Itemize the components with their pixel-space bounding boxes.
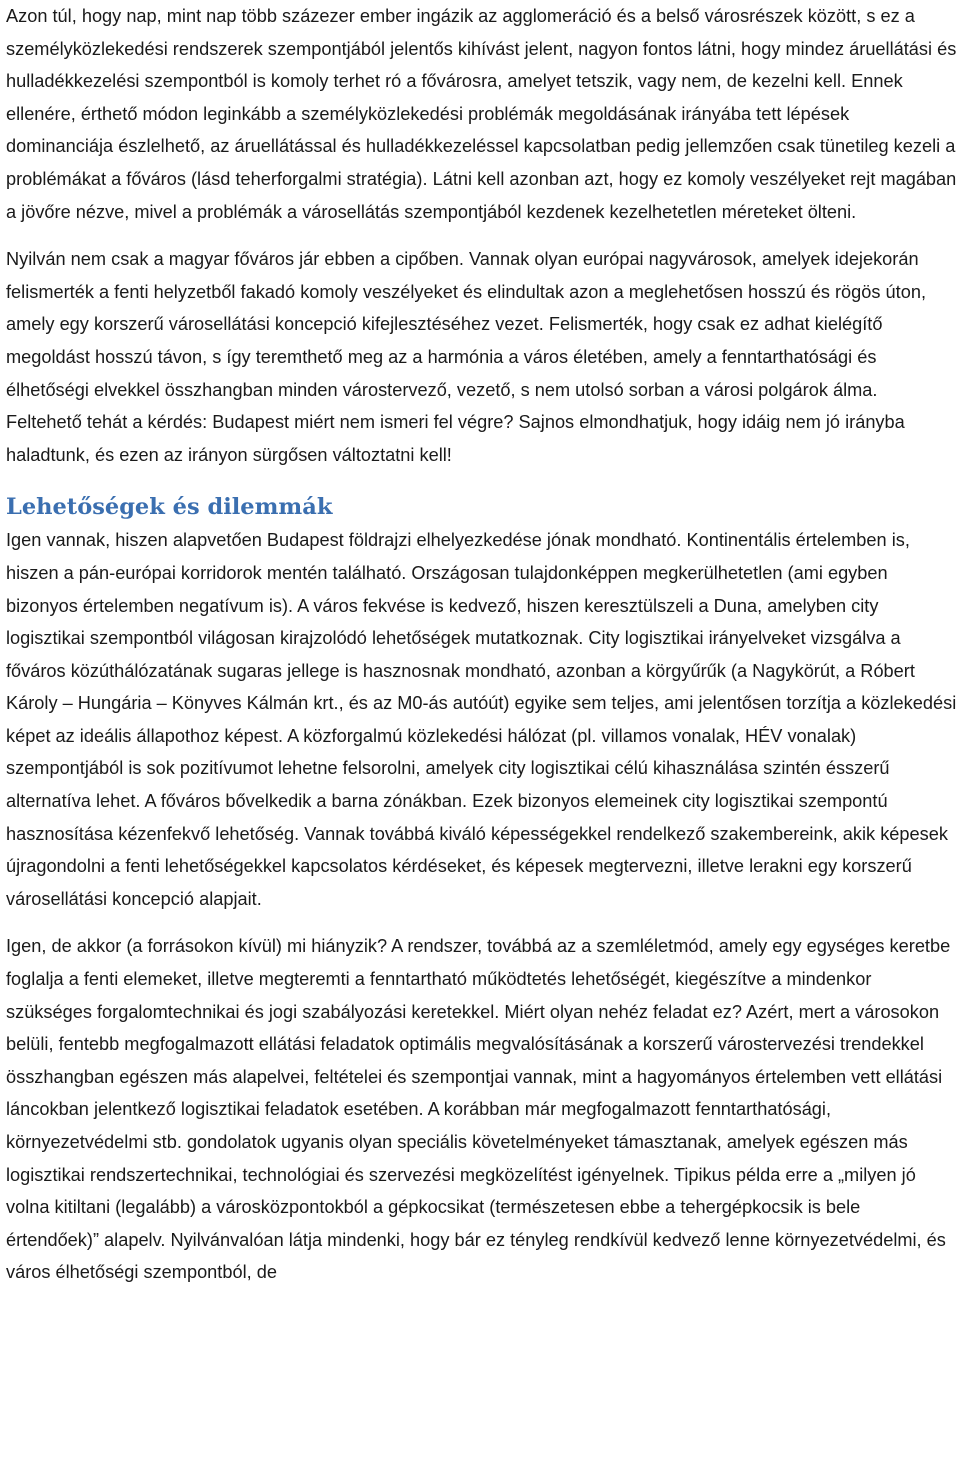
body-paragraph-1: Azon túl, hogy nap, mint nap több százezer ember ingázik az agglomeráció és a belső városrészek között, s ez a személyközlekedési rendszerek szempontjából jelentős kihívást jelent, nagyon fontos látni, hogy mindez áruellátási és hulladékkezelési szempontból is komoly terhet ró a fővárosra, amelyet tetszik, vagy nem, de kezelni kell. Ennek ellenére, érthető módon leginkább a személyközlekedési problémák megoldásának irányába tett lépések dominanciája észlelhető, az áruellátással és hulladékkezeléssel kapcsolatban pedig jellemzően csak tünetileg kezeli a problémákat a főváros (lásd teherforgalmi stratégia). Látni kell azonban azt, hogy ez komoly veszélyeket rejt magában a jövőre nézve, mivel a problémák a városellátás szempontjából kezdenek kezelhetetlen méreteket ölteni. <box>6 6 957 222</box>
body-paragraph-4: Igen, de akkor (a forrásokon kívül) mi hiányzik? A rendszer, továbbá az a szemléletmód, amely egy egységes keretbe foglalja a fenti elemeket, illetve megteremti a fenntartható működtetés lehetőségét, kiegészítve a mindenkor szükséges forgalomtechnikai és jogi szabályozási keretekkel. Miért olyan nehéz feladat ez? Azért, mert a városokon belüli, fentebb megfogalmazott ellátási feladatok optimális megvalósításának a korszerű várostervezési trendekkel összhangban egészen más alapelvei, feltételei és szempontjai vannak, mint a hagyományos értelemben vett ellátási láncokban jelentkező logisztikai feladatok esetében. A korábban már megfogalmazott fenntarthatósági, környezetvédelmi stb. gondolatok ugyanis olyan speciális követelményeket támasztanak, amelyek egészen más logisztikai rendszertechnikai, technológiai és szervezési megközelítést igényelnek. Tipikus példa erre a „milyen jó volna kitiltani (legalább) a városközpontokból a gépkocsikat (természetesen ebbe a tehergépkocsik is bele értendőek)” alapelv. Nyilvánvalóan látja mindenki, hogy bár ez tényleg rendkívül kedvező lenne környezetvédelmi, és város élhetőségi szempontból, de <box>6 936 951 1283</box>
body-paragraph-2: Nyilván nem csak a magyar főváros jár ebben a cipőben. Vannak olyan európai nagyvárosok, amelyek idejekorán felismerték a fenti helyzetből fakadó komoly veszélyeket és elindultak azon a meglehetősen hosszú és rögös úton, amely egy korszerű városellátási koncepció kifejlesztéséhez vezet. Felismerték, hogy csak ez adhat kielégítő megoldást hosszú távon, s így teremthető meg az a harmónia a város életében, amely a fenntarthatósági és élhetőségi elvekkel összhangban minden várostervező, vezető, s nem utolsó sorban a városi polgárok álma. Feltehető tehát a kérdés: Budapest miért nem ismeri fel végre? Sajnos elmondhatjuk, hogy idáig nem jó irányba haladtunk, és ezen az irányon sürgősen változtatni kell! <box>6 249 926 465</box>
body-paragraph-3: Igen vannak, hiszen alapvetően Budapest földrajzi elhelyezkedése jónak mondható. Kontinentális értelemben is, hiszen a pán-európai korridorok mentén található. Országosan tulajdonképpen megkerülhetetlen (ami egyben bizonyos értelemben negatívum is). A város fekvése is kedvező, hiszen keresztülszeli a Duna, amelyben city logisztikai szempontból világosan kirajzolódó lehetőségek mutatkoznak. City logisztikai irányelveket vizsgálva a főváros közúthálózatának sugaras jellege is hasznosnak mondható, azonban a körgyűrűk (a Nagykörút, a Róbert Károly – Hungária – Könyves Kálmán krt., és az M0-ás autóút) egyike sem teljes, ami jelentősen torzítja a közlekedési képet az ideális állapothoz képest. A közforgalmú közlekedési hálózat (pl. villamos vonalak, HÉV vonalak) szempontjából is sok pozitívumot lehetne felsorolni, amelyek city logisztikai célú kihasználása szintén ésszerű alternatíva lehet. A főváros bővelkedik a barna zónákban. Ezek bizonyos elemeinek city logisztikai szempontú hasznosítása kézenfekvő lehetőség. Vannak továbbá kiváló képességekkel rendelkező szakembereink, akik képesek újragondolni a fenti lehetőségekkel kapcsolatos kérdéseket, és képesek megtervezni, illetve lerakni egy korszerű városellátási koncepció alapjait. <box>6 530 957 909</box>
document-page <box>6 0 958 1289</box>
section-heading: Lehetőségek és dilemmák <box>6 494 333 521</box>
